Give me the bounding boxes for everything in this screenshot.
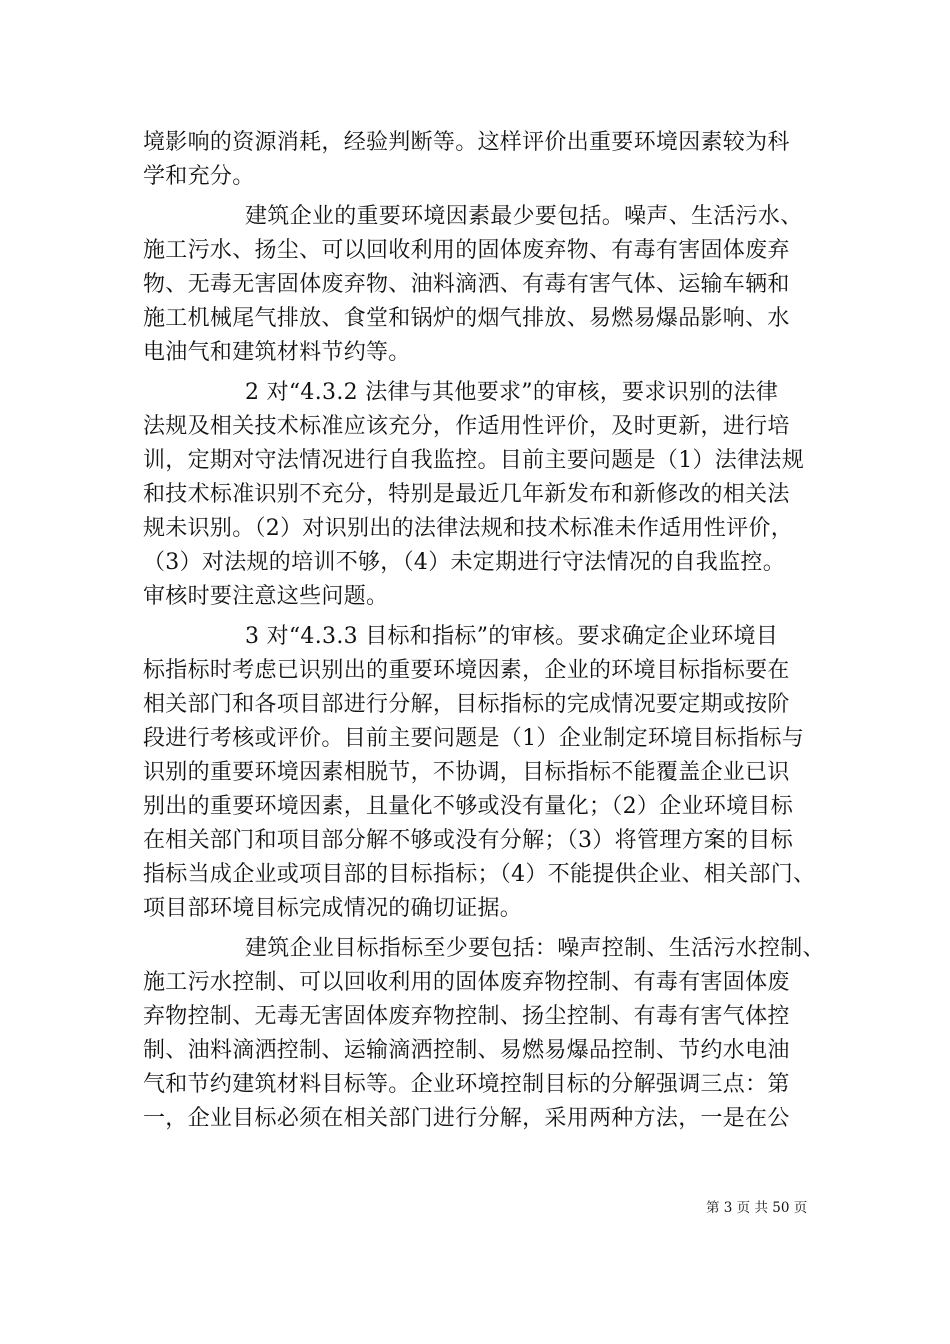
- text-line: 指标当成企业或项目部的目标指标；（4）不能提供企业、相关部门、: [143, 862, 816, 887]
- paragraph-first-line: 建筑企业的重要环境因素最少要包括。噪声、生活污水、: [245, 204, 803, 229]
- text-line: 在相关部门和项目部分解不够或没有分解；（3）将管理方案的目标: [143, 828, 793, 853]
- text-line: 一，企业目标必须在相关部门进行分解，采用两种方法，一是在公: [143, 1106, 790, 1131]
- text-line: 电油气和建筑材料节约等。: [143, 340, 411, 365]
- text-line: 弃物控制、无毒无害固体废弃物控制、扬尘控制、有毒有害气体控: [143, 1004, 790, 1029]
- text-line: 和技术标准识别不充分，特别是最近几年新发布和新修改的相关法: [143, 482, 790, 507]
- page-number-footer: 第 3 页 共 50 页: [706, 1200, 808, 1216]
- text-line: 物、无毒无害固体废弃物、油料滴洒、有毒有害气体、运输车辆和: [143, 272, 790, 297]
- text-line: 学和充分。: [143, 164, 255, 189]
- text-line: 训，定期对守法情况进行自我监控。目前主要问题是（1）法律法规: [143, 448, 804, 473]
- text-line: 气和节约建筑材料目标等。企业环境控制目标的分解强调三点：第: [143, 1072, 790, 1097]
- text-line: 规未识别。（2）对识别出的法律法规和技术标准未作适用性评价，: [143, 516, 793, 541]
- text-line: （3）对法规的培训不够，（4）未定期进行守法情况的自我监控。: [143, 550, 785, 575]
- text-line: 境影响的资源消耗，经验判断等。这样评价出重要环境因素较为科: [143, 130, 790, 155]
- text-line: 施工机械尾气排放、食堂和锅炉的烟气排放、易燃易爆品影响、水: [143, 306, 790, 331]
- text-line: 项目部环境目标完成情况的确切证据。: [143, 896, 523, 921]
- text-line: 相关部门和各项目部进行分解，目标指标的完成情况要定期或按阶: [143, 692, 790, 717]
- text-line: 别出的重要环境因素，且量化不够或没有量化；（2）企业环境目标: [143, 794, 793, 819]
- text-line: 法规及相关技术标准应该充分，作适用性评价，及时更新，进行培: [143, 414, 790, 439]
- text-line: 段进行考核或评价。目前主要问题是（1）企业制定环境目标指标与: [143, 726, 804, 751]
- paragraph-first-line: 2 对“4.3.2 法律与其他要求”的审核，要求识别的法律: [245, 380, 779, 405]
- text-line: 制、油料滴洒控制、运输滴洒控制、易燃易爆品控制、节约水电油: [143, 1038, 790, 1063]
- text-line: 标指标时考虑已识别出的重要环境因素，企业的环境目标指标要在: [143, 658, 790, 683]
- text-line: 施工污水控制、可以回收利用的固体废弃物控制、有毒有害固体废: [143, 970, 790, 995]
- text-line: 识别的重要环境因素相脱节，不协调，目标指标不能覆盖企业已识: [143, 760, 790, 785]
- paragraph-first-line: 建筑企业目标指标至少要包括：噪声控制、生活污水控制、: [245, 936, 825, 961]
- text-line: 施工污水、扬尘、可以回收利用的固体废弃物、有毒有害固体废弃: [143, 238, 790, 263]
- text-line: 审核时要注意这些问题。: [143, 584, 389, 609]
- paragraph-first-line: 3 对“4.3.3 目标和指标”的审核。要求确定企业环境目: [245, 624, 779, 649]
